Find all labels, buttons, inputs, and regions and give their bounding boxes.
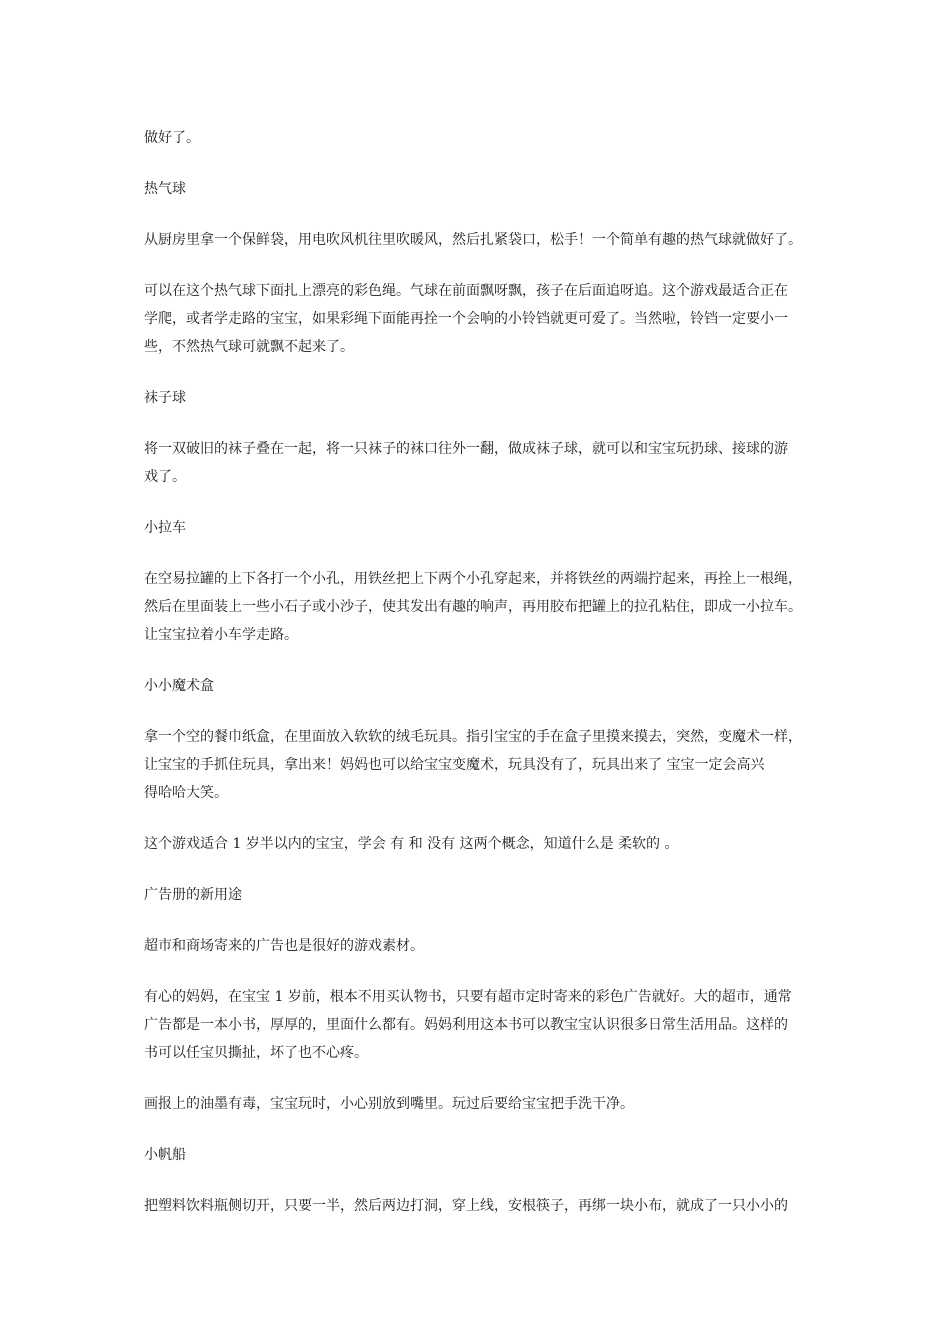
section-heading-magic-box: 小小魔术盒 [144,678,214,694]
paragraph [144,435,812,491]
text-line: 让宝宝的手抓住玩具，拿出来！妈妈也可以给宝宝变魔术，玩具没有了，玩具出来了 宝宝一定会高兴 [144,757,765,773]
text-line: 学爬，或者学走路的宝宝，如果彩绳下面能再拴一个会响的小铃铛就更可爱了。当然啦，铃铛一定要小一 [144,311,788,327]
text-line: 可以在这个热气球下面扎上漂亮的彩色绳。气球在前面飘呀飘，孩子在后面追呀追。这个游戏最适合正在 [144,283,788,299]
text-line: 有心的妈妈，在宝宝 1 岁前，根本不用买认物书，只要有超市定时寄来的彩色广告就好。大的超市，通常 [144,989,792,1005]
text-line: 画报上的油墨有毒，宝宝玩时，小心别放到嘴里。玩过后要给宝宝把手洗干净。 [144,1096,634,1112]
paragraph [144,124,812,152]
section-heading-ad-booklet: 广告册的新用途 [144,887,242,903]
text-line: 在空易拉罐的上下各打一个小孔，用铁丝把上下两个小孔穿起来，并将铁丝的两端拧起来，再拴上一根绳， [144,571,802,587]
paragraph [144,932,812,960]
paragraph [144,1090,812,1118]
text-line: 从厨房里拿一个保鲜袋，用电吹风机往里吹暖风，然后扎紧袋口，松手！一个简单有趣的热气球就做好了。 [144,232,802,248]
text-line: 做好了。 [144,130,200,146]
document-body [144,124,812,1243]
text-line: 超市和商场寄来的广告也是很好的游戏素材。 [144,938,424,954]
paragraph [144,565,812,649]
section-heading-sailboat: 小帆船 [144,1147,186,1163]
text-line: 书可以任宝贝撕扯，坏了也不心疼。 [144,1045,368,1061]
text-line: 得哈哈大笑。 [144,785,228,801]
text-line: 些，不然热气球可就飘不起来了。 [144,339,354,355]
paragraph [144,226,812,254]
paragraph [144,983,812,1067]
section-heading-hot-air-balloon: 热气球 [144,181,186,197]
paragraph [144,1192,812,1220]
text-line: 戏了。 [144,469,186,485]
text-line: 这个游戏适合 1 岁半以内的宝宝，学会 有 和 没有 这两个概念，知道什么是 柔软的 。 [144,836,679,852]
section-heading-sock-ball: 袜子球 [144,390,186,406]
paragraph [144,723,812,807]
text-line: 将一双破旧的袜子叠在一起，将一只袜子的袜口往外一翻，做成袜子球，就可以和宝宝玩扔球、接球的游 [144,441,788,457]
text-line: 把塑料饮料瓶侧切开，只要一半，然后两边打洞，穿上线，安根筷子，再绑一块小布，就成了一只小小的 [144,1198,788,1214]
section-heading-pull-cart: 小拉车 [144,520,186,536]
paragraph [144,277,812,361]
paragraph [144,830,812,858]
text-line: 广告都是一本小书，厚厚的，里面什么都有。妈妈利用这本书可以教宝宝认识很多日常生活用品。这样的 [144,1017,788,1033]
text-line: 拿一个空的餐巾纸盒，在里面放入软软的绒毛玩具。指引宝宝的手在盒子里摸来摸去，突然，变魔术一样， [144,729,802,745]
text-line: 然后在里面装上一些小石子或小沙子，使其发出有趣的响声，再用胶布把罐上的拉孔粘住，即成一小拉车。 [144,599,802,615]
text-line: 让宝宝拉着小车学走路。 [144,627,298,643]
